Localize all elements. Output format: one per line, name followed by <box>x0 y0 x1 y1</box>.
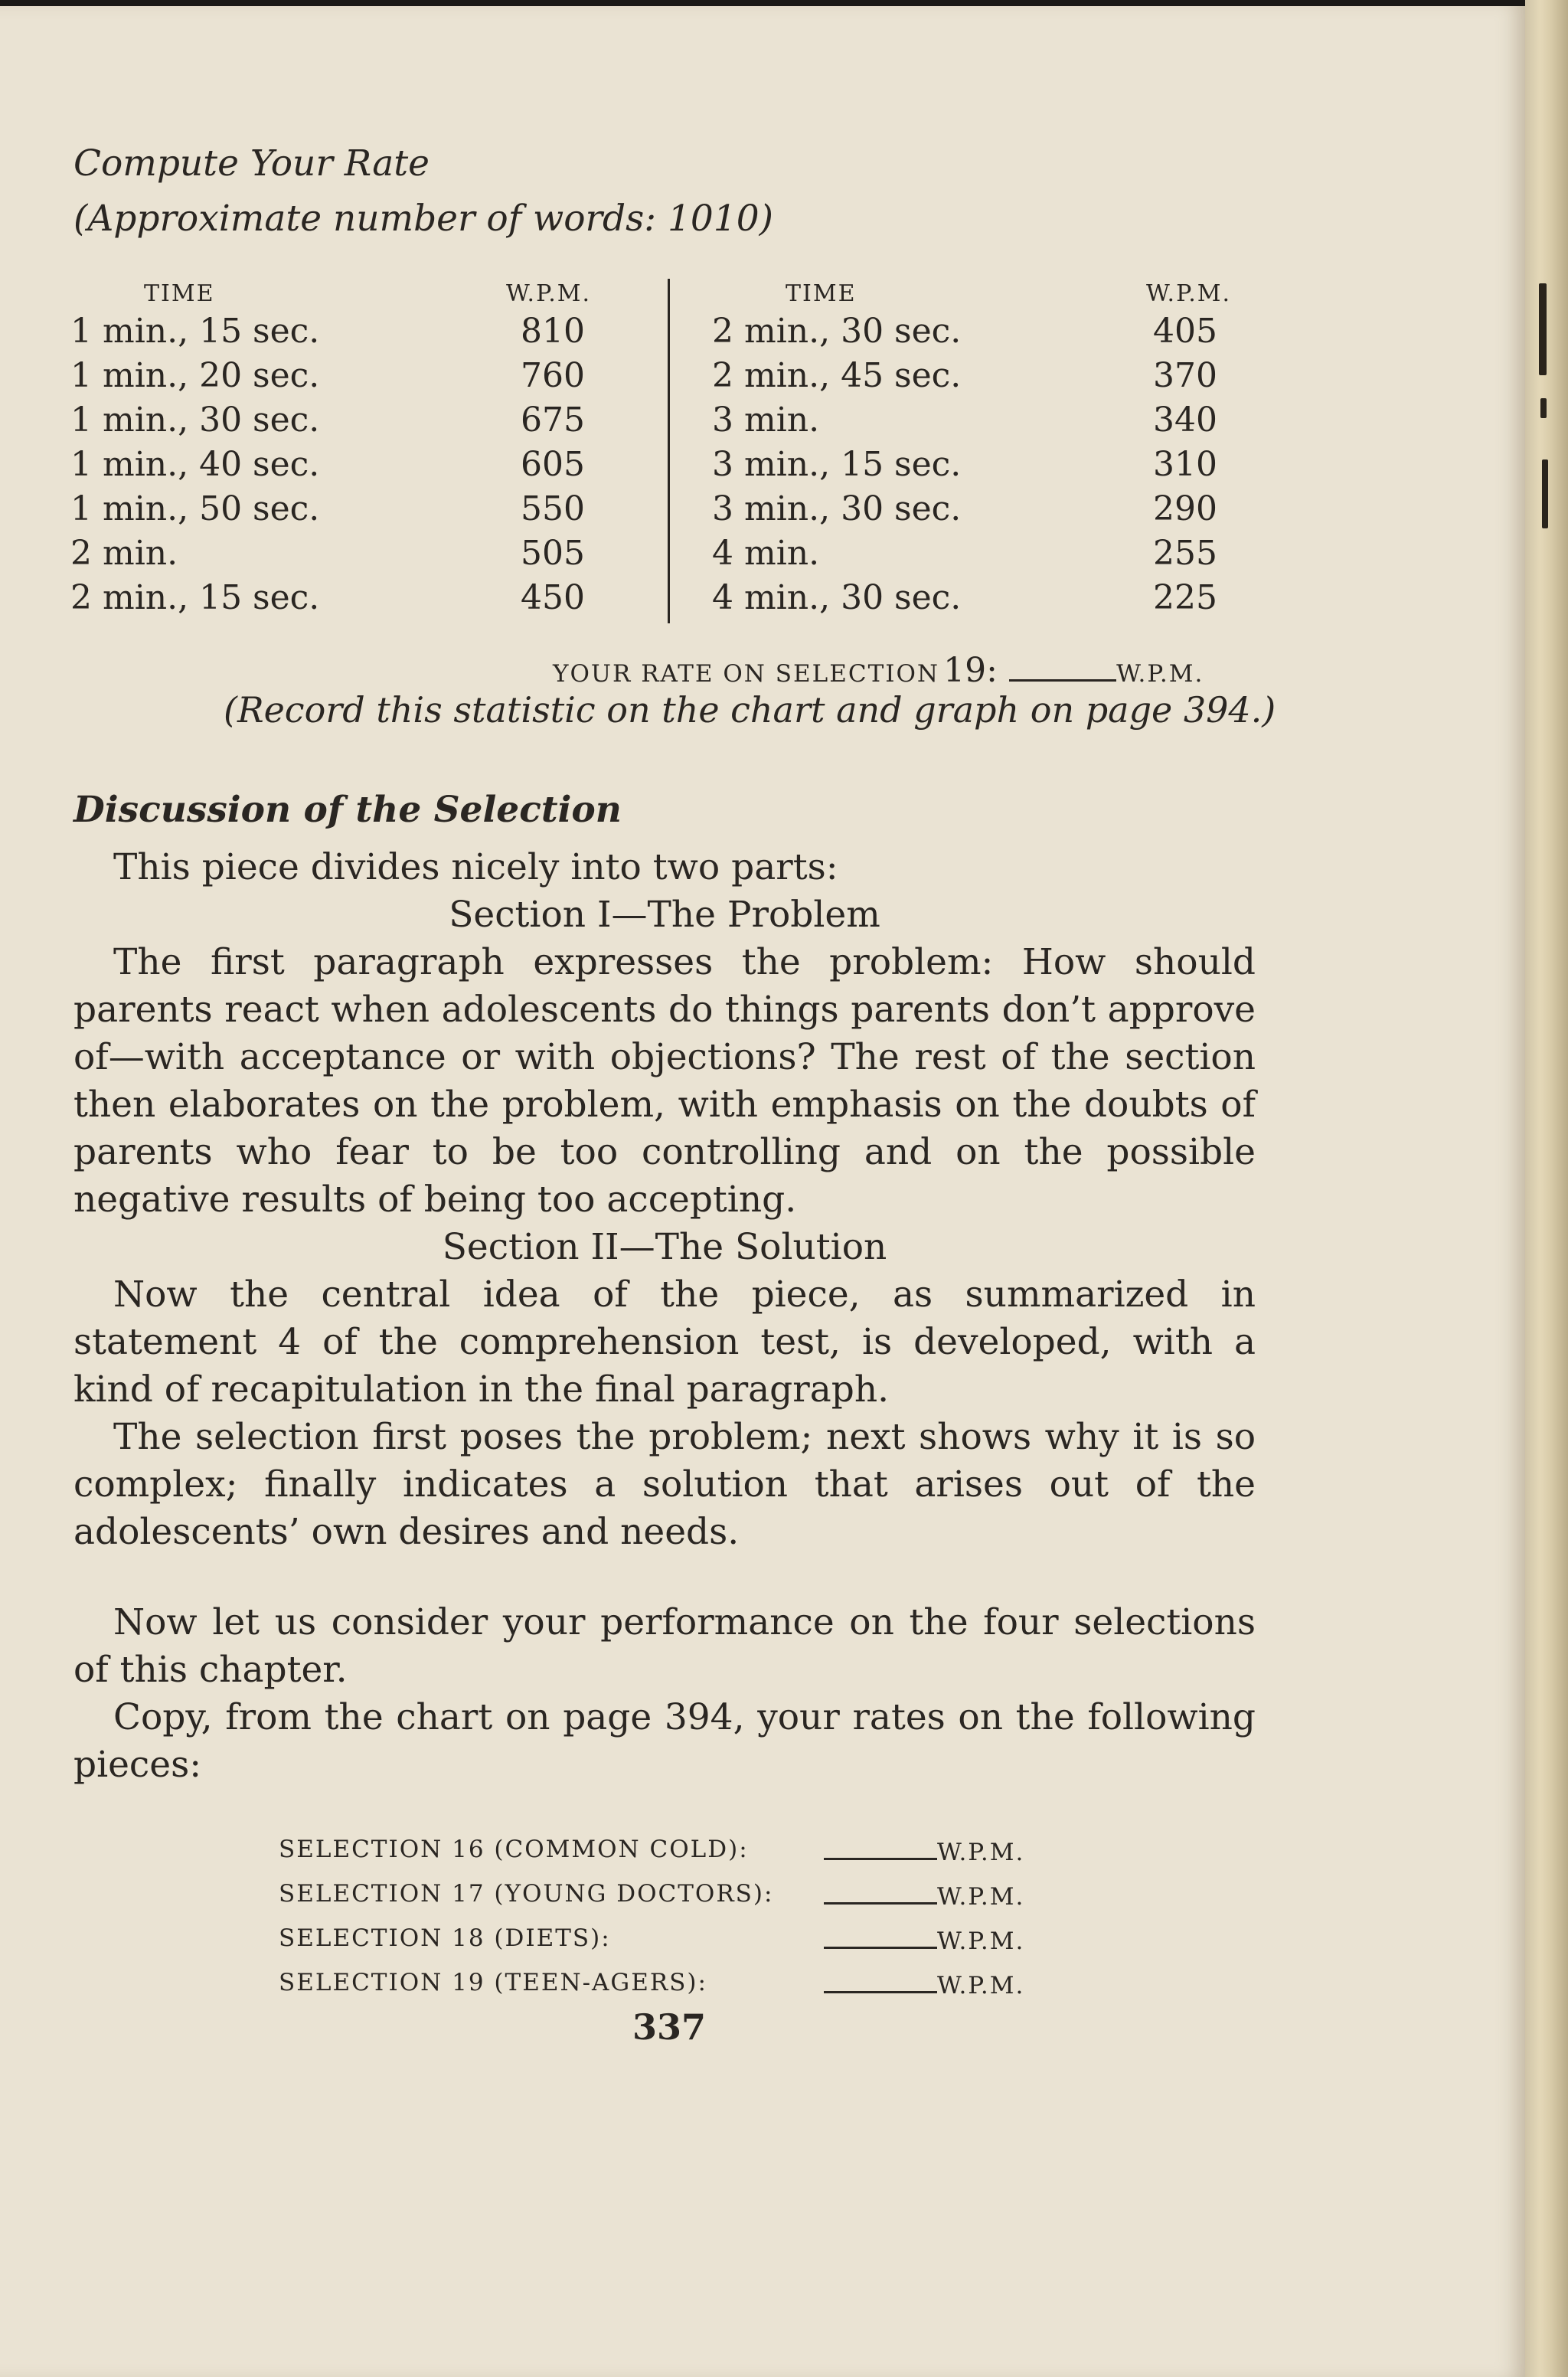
edge-mark <box>1539 283 1547 375</box>
your-rate-line <box>553 648 1204 694</box>
table-row <box>712 443 1248 487</box>
time-cell: 1 min., 40 sec. <box>70 445 320 484</box>
selection-label: SELECTION 16 (COMMON COLD): <box>279 1836 749 1863</box>
time-cell: 4 min., 30 sec. <box>712 578 962 617</box>
time-cell: 3 min. <box>712 401 820 440</box>
wpm-cell: 550 <box>521 489 585 528</box>
wpm-unit: W.P.M. <box>937 1972 1025 1999</box>
time-cell: 2 min., 15 sec. <box>70 578 320 617</box>
selection-rate-row <box>279 1827 1075 1872</box>
table-header <box>712 279 1248 309</box>
table-row <box>712 576 1248 620</box>
section2-paragraph: Now the central idea of the piece, as summarized in statement 4 of the comprehension test, is developed, with a kind of recapitulation in the final paragraph. <box>74 1274 1256 1411</box>
wpm-cell: 310 <box>1153 445 1217 484</box>
table-row <box>70 309 591 354</box>
discussion-body <box>74 844 1256 1556</box>
section2-title: Section II—The Solution <box>442 1226 887 1268</box>
table-row <box>712 354 1248 398</box>
wpm-cell: 290 <box>1153 489 1217 528</box>
discussion-title: Discussion of the Selection <box>74 789 622 831</box>
time-cell: 1 min., 30 sec. <box>70 401 320 440</box>
selection-label: SELECTION 17 (YOUNG DOCTORS): <box>279 1880 774 1908</box>
selection-label: SELECTION 19 (TEEN-AGERS): <box>279 1969 707 1996</box>
wpm-unit: W.P.M. <box>937 1883 1025 1911</box>
your-rate-unit: W.P.M. <box>1116 660 1204 688</box>
wpm-cell: 340 <box>1153 401 1217 440</box>
intro-paragraph: This piece divides nicely into two parts: <box>113 846 838 888</box>
time-cell: 4 min. <box>712 534 820 573</box>
wpm-cell: 405 <box>1153 312 1217 351</box>
rate-blank[interactable] <box>824 1902 937 1905</box>
approx-word-count: (Approximate number of words: 1010) <box>74 198 773 240</box>
performance-body <box>74 1599 1256 1789</box>
table-row <box>70 487 591 531</box>
table-row <box>712 487 1248 531</box>
table-divider <box>668 279 670 623</box>
wpm-unit: W.P.M. <box>937 1839 1025 1866</box>
book-page <box>0 6 1525 2377</box>
summary-paragraph: The selection first poses the problem; next shows why it is so complex; finally indicates a solution that arises out of the adolescents’ own desires and needs. <box>74 1416 1256 1553</box>
selection-rate-row <box>279 1916 1075 1960</box>
table-header <box>70 279 591 309</box>
time-cell: 1 min., 15 sec. <box>70 312 320 351</box>
page-edge <box>1525 0 1568 2377</box>
your-rate-label: YOUR RATE ON SELECTION <box>553 660 940 688</box>
page-number: 337 <box>632 2006 707 2048</box>
wpm-cell: 810 <box>521 312 585 351</box>
table-row <box>712 398 1248 443</box>
table-row <box>712 531 1248 576</box>
wpm-cell: 605 <box>521 445 585 484</box>
rate-table-left <box>70 279 591 620</box>
wpm-cell: 255 <box>1153 534 1217 573</box>
time-cell: 2 min. <box>70 534 178 573</box>
table-row <box>70 576 591 620</box>
header-time: TIME <box>144 280 215 307</box>
header-wpm: W.P.M. <box>505 280 591 307</box>
record-note: (Record this statistic on the chart and graph on page 394.) <box>224 689 1276 731</box>
selection-label: SELECTION 18 (DIETS): <box>279 1924 611 1952</box>
wpm-cell: 505 <box>521 534 585 573</box>
selection-rate-row <box>279 1872 1075 1916</box>
edge-mark <box>1542 459 1548 528</box>
performance-paragraph-2: Copy, from the chart on page 394, your rates on the following pieces: <box>74 1696 1256 1786</box>
your-rate-blank[interactable] <box>1009 679 1116 682</box>
rate-blank[interactable] <box>824 1858 937 1860</box>
wpm-cell: 450 <box>521 578 585 617</box>
your-rate-number: 19: <box>943 651 998 690</box>
compute-rate-title: Compute Your Rate <box>74 142 430 185</box>
edge-mark <box>1540 398 1547 418</box>
wpm-cell: 225 <box>1153 578 1217 617</box>
rate-table-right <box>712 279 1248 620</box>
table-row <box>70 531 591 576</box>
wpm-unit: W.P.M. <box>937 1927 1025 1955</box>
header-wpm: W.P.M. <box>1145 280 1231 307</box>
time-cell: 3 min., 30 sec. <box>712 489 962 528</box>
wpm-cell: 370 <box>1153 356 1217 395</box>
time-cell: 2 min., 45 sec. <box>712 356 962 395</box>
section1-paragraph: The first paragraph expresses the problem: How should parents react when adolescents do things parents don’t approve of—with acceptance or with objections? The rest of the section then elaborates on the problem, with emphasis on the doubts of parents who fear to be too controlling and on the possible negative results of being too accepting. <box>74 941 1256 1221</box>
performance-paragraph-1: Now let us consider your performance on the four selections of this chapter. <box>74 1601 1256 1691</box>
time-cell: 3 min., 15 sec. <box>712 445 962 484</box>
table-row <box>70 443 591 487</box>
selection-rate-row <box>279 1960 1075 2005</box>
rate-blank[interactable] <box>824 1991 937 1993</box>
wpm-cell: 760 <box>521 356 585 395</box>
time-cell: 1 min., 20 sec. <box>70 356 320 395</box>
time-cell: 2 min., 30 sec. <box>712 312 962 351</box>
wpm-cell: 675 <box>521 401 585 440</box>
rate-blank[interactable] <box>824 1947 937 1949</box>
table-row <box>70 354 591 398</box>
time-cell: 1 min., 50 sec. <box>70 489 320 528</box>
table-row <box>70 398 591 443</box>
section1-title: Section I—The Problem <box>449 894 880 936</box>
header-time: TIME <box>786 280 857 307</box>
table-row <box>712 309 1248 354</box>
